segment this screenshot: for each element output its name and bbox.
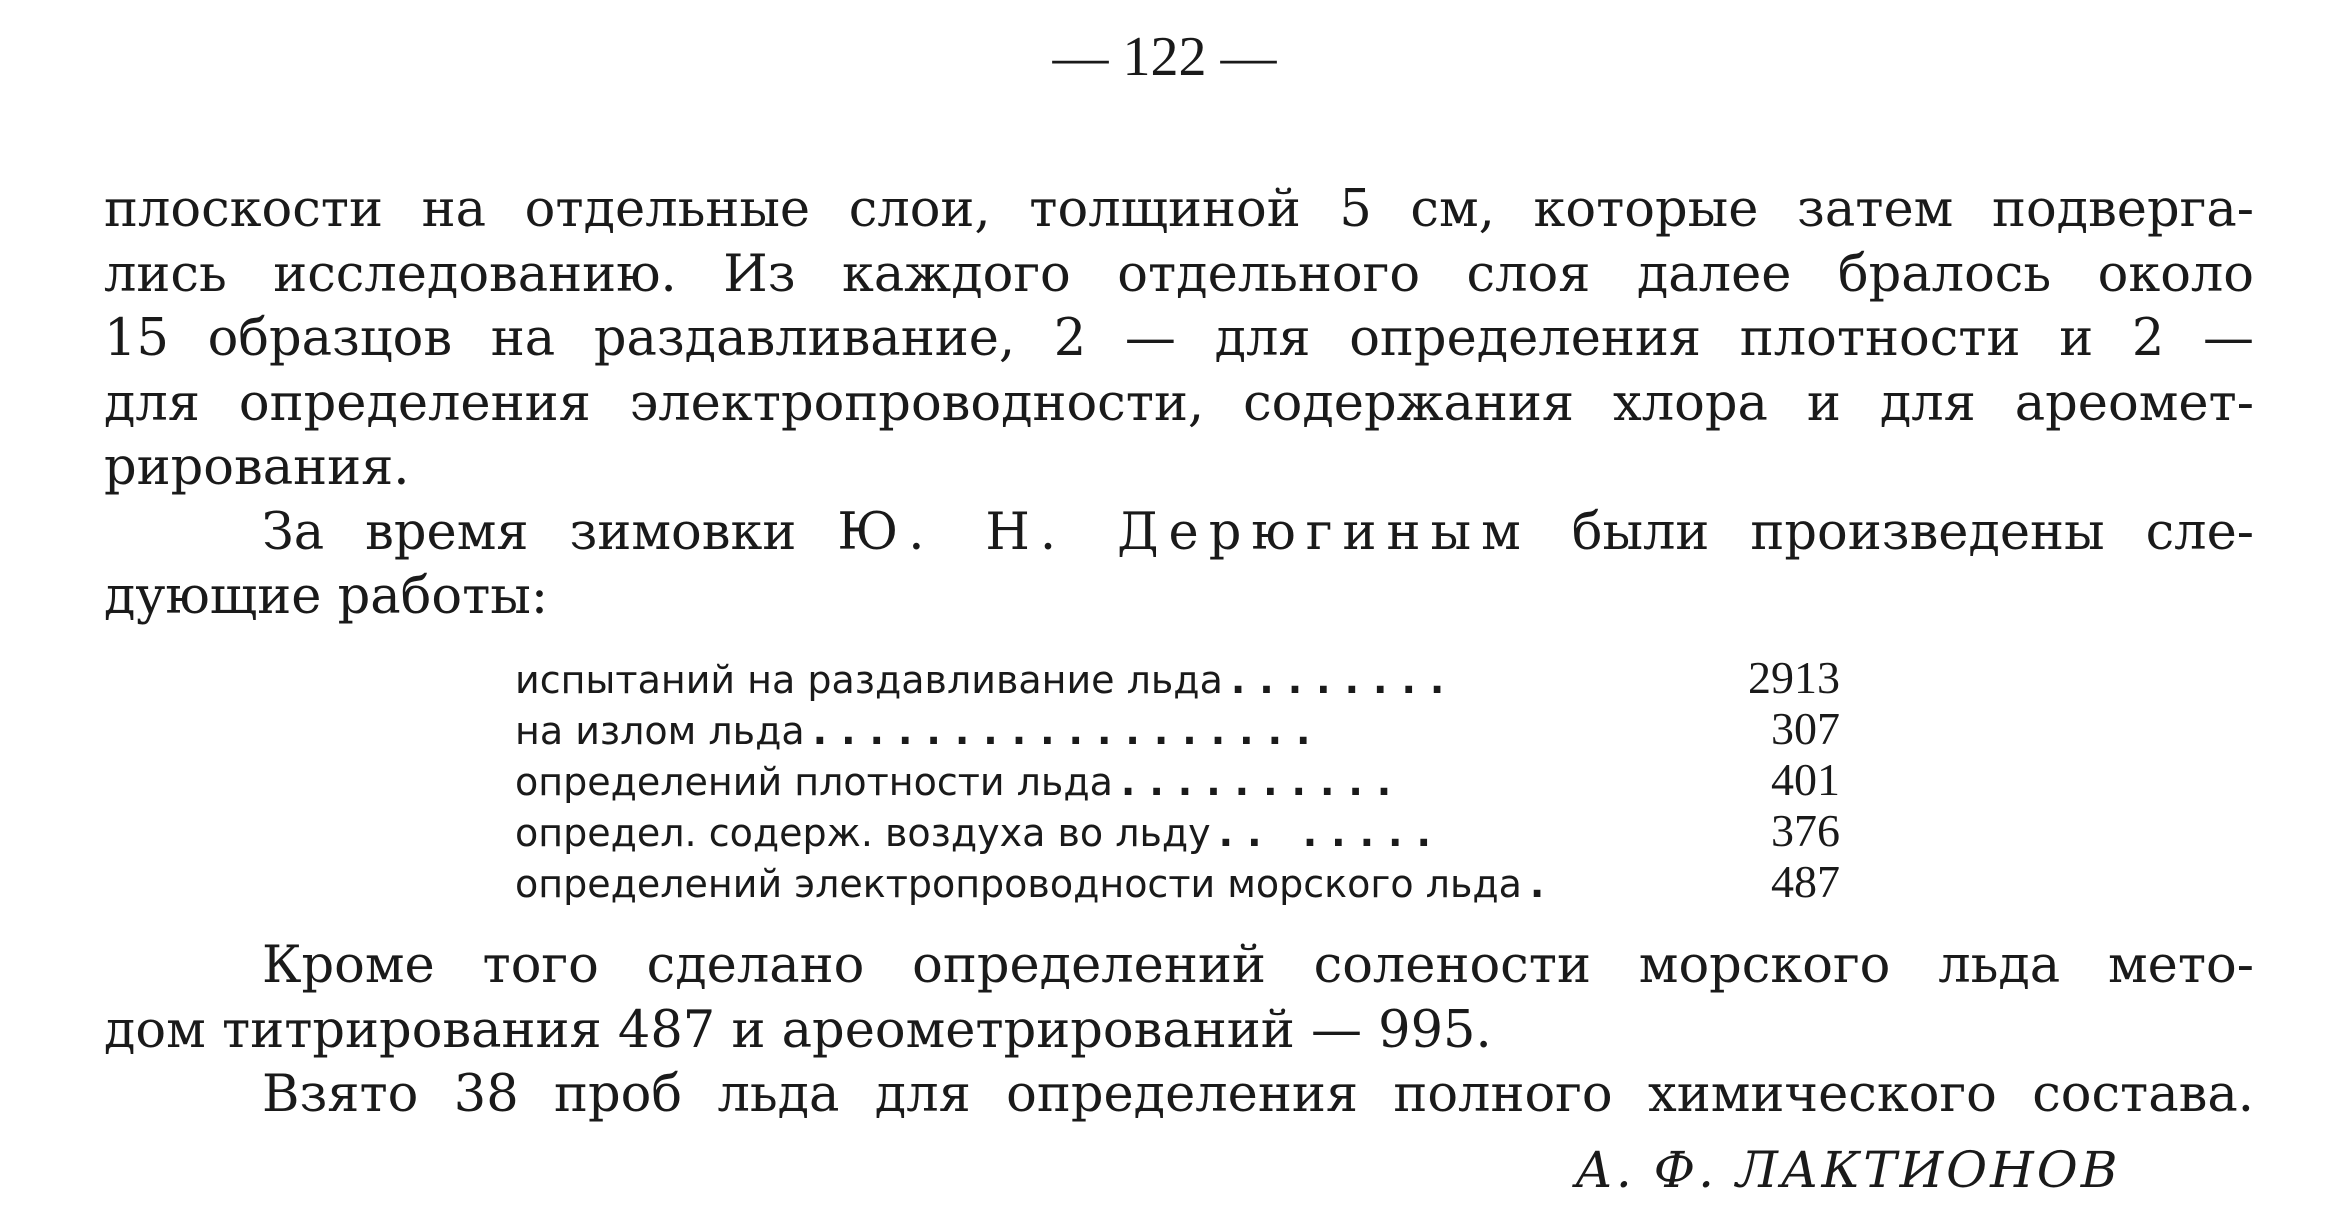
leader-dots: ........ [1230,658,1459,702]
work-label: определений электропроводности морского льда [515,862,1522,906]
author-signature: А. Ф. ЛАКТИОНОВ [1575,1141,2121,1199]
work-count: 2913 [1748,652,1840,703]
paragraph-1 [104,178,2254,630]
paragraph-line: лись исследованию. Из каждого отдельного слоя далее бралось около [104,244,2254,304]
page-number: — 122 — [1052,26,1277,88]
works-list-item [515,856,1840,907]
work-label: определений плотности льда [515,760,1113,804]
works-list-item [515,703,1840,754]
person-name: Ю. Н. Дерюгиным [837,502,1531,562]
work-label: на излом льда [515,709,805,753]
works-list [515,652,1840,907]
paragraph-2 [104,501,2254,630]
work-count: 487 [1771,856,1840,907]
paragraph-line [104,501,2254,566]
work-count: 401 [1771,754,1840,805]
leader-dots: .......... [1120,760,1406,804]
paragraph-line: дом титрирования 487 и ареометрирований — 995. [104,1000,1492,1060]
paragraph-line: плоскости на отдельные слои, толщиной 5 см, которые затем подверга- [104,180,2254,239]
work-count: 376 [1771,805,1840,856]
paragraph-2-end: были произведены сле- [1571,502,2254,562]
paragraph-line: Взято 38 проб льда для определения полного химического состава. [262,1065,2254,1124]
paragraph-2-start: За время зимовки [262,502,797,562]
paragraph-3 [104,934,2254,1063]
paragraph-line: дующие работы: [104,567,549,626]
paragraph-line: для определения электропроводности, содержания хлора и для ареомет- [104,373,2254,433]
works-list-item [515,754,1840,805]
leader-dots: .. ..... [1218,811,1445,855]
paragraph-line: 15 образцов на раздавливание, 2 — для определения плотности и 2 — [104,309,2254,368]
leader-dots: .................. [812,709,1325,753]
work-label: определ. содерж. воздуха во льду [515,811,1211,855]
works-list-item [515,805,1840,856]
leader-dots: . [1529,862,1559,906]
works-list-item [515,652,1840,703]
work-label: испытаний на раздавливание льда [515,658,1223,702]
paragraph-line: Кроме того сделано определений солености морского льда мето- [262,936,2254,995]
paragraph-line: рирования. [104,438,410,497]
paragraph-4 [104,1063,2254,1128]
work-count: 307 [1771,703,1840,754]
